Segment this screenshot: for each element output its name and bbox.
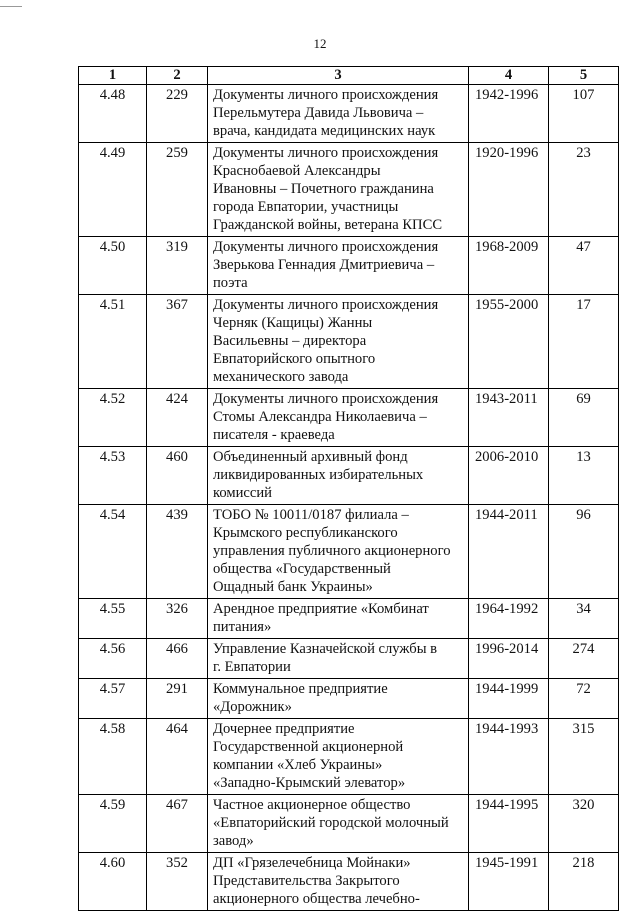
fund-name-line: механического завода xyxy=(213,369,349,385)
fund-number-cell: 326 xyxy=(147,599,208,639)
fund-name-line: Частное акционерное общество xyxy=(213,797,411,813)
table-body xyxy=(79,85,619,911)
fund-name-line: «Дорожник» xyxy=(213,699,292,715)
table-row xyxy=(79,719,619,795)
scan-corner-mark xyxy=(0,0,22,7)
table-row xyxy=(79,447,619,505)
fund-name-line: Зверькова Геннадия Дмитриевича – xyxy=(213,257,435,273)
units-count-cell: 72 xyxy=(549,679,619,719)
fund-name-line: ДП «Грязелечебница Мойнаки» xyxy=(213,855,411,871)
table-row xyxy=(79,639,619,679)
row-number-cell: 4.54 xyxy=(79,505,147,599)
fund-name-line: Коммунальное предприятие xyxy=(213,681,388,697)
fund-number-cell: 229 xyxy=(147,85,208,143)
table-row xyxy=(79,853,619,911)
years-cell: 1996-2014 xyxy=(469,639,549,679)
fund-name-line: управления публичного акционерного xyxy=(213,543,451,559)
years-cell: 1943-2011 xyxy=(469,389,549,447)
fund-number-cell: 466 xyxy=(147,639,208,679)
row-number-cell: 4.56 xyxy=(79,639,147,679)
fund-name-cell xyxy=(208,639,469,679)
row-number-cell: 4.51 xyxy=(79,295,147,389)
fund-name-cell xyxy=(208,237,469,295)
years-cell: 1955-2000 xyxy=(469,295,549,389)
table-row xyxy=(79,237,619,295)
archive-fonds-table xyxy=(78,66,619,911)
fund-name-line: писателя - краеведа xyxy=(213,427,335,443)
years-cell: 1920-1996 xyxy=(469,143,549,237)
row-number-cell: 4.48 xyxy=(79,85,147,143)
fund-name-cell xyxy=(208,143,469,237)
fund-name-line: Дочернее предприятие xyxy=(213,721,355,737)
header-col-2: 2 xyxy=(147,67,208,85)
units-count-cell: 96 xyxy=(549,505,619,599)
table-row xyxy=(79,599,619,639)
fund-name-cell xyxy=(208,719,469,795)
fund-name-cell xyxy=(208,295,469,389)
header-col-4: 4 xyxy=(469,67,549,85)
units-count-cell: 47 xyxy=(549,237,619,295)
row-number-cell: 4.49 xyxy=(79,143,147,237)
fund-name-line: Черняк (Кащицы) Жанны xyxy=(213,315,373,331)
fund-name-line: питания» xyxy=(213,619,272,635)
fund-name-line: города Евпатории, участницы xyxy=(213,199,399,215)
fund-name-line: Крымского республиканского xyxy=(213,525,398,541)
units-count-cell: 320 xyxy=(549,795,619,853)
fund-name-line: Гражданской войны, ветерана КПСС xyxy=(213,217,443,233)
fund-name-line: Документы личного происхождения xyxy=(213,239,439,255)
fund-name-line: комиссий xyxy=(213,485,272,501)
years-cell: 2006-2010 xyxy=(469,447,549,505)
years-cell: 1964-1992 xyxy=(469,599,549,639)
table-row xyxy=(79,795,619,853)
units-count-cell: 17 xyxy=(549,295,619,389)
years-cell: 1944-1999 xyxy=(469,679,549,719)
units-count-cell: 23 xyxy=(549,143,619,237)
fund-name-line: ТОБО № 10011/0187 филиала – xyxy=(213,507,409,523)
fund-name-line: Документы личного происхождения xyxy=(213,297,439,313)
row-number-cell: 4.52 xyxy=(79,389,147,447)
fund-number-cell: 460 xyxy=(147,447,208,505)
row-number-cell: 4.50 xyxy=(79,237,147,295)
fund-name-line: Государственной акционерной xyxy=(213,739,404,755)
fund-number-cell: 352 xyxy=(147,853,208,911)
header-col-1: 1 xyxy=(79,67,147,85)
fund-name-cell xyxy=(208,599,469,639)
row-number-cell: 4.57 xyxy=(79,679,147,719)
fund-name-line: «Западно-Крымский элеватор» xyxy=(213,775,406,791)
fund-number-cell: 464 xyxy=(147,719,208,795)
fund-name-cell xyxy=(208,447,469,505)
table-row xyxy=(79,679,619,719)
units-count-cell: 13 xyxy=(549,447,619,505)
fund-number-cell: 367 xyxy=(147,295,208,389)
fund-name-line: общества «Государственный xyxy=(213,561,391,577)
table-row xyxy=(79,295,619,389)
fund-name-line: Стомы Александра Николаевича – xyxy=(213,409,427,425)
fund-name-cell xyxy=(208,389,469,447)
fund-name-line: Арендное предприятие «Комбинат xyxy=(213,601,429,617)
fund-name-line: завод» xyxy=(213,833,254,849)
units-count-cell: 107 xyxy=(549,85,619,143)
table-row xyxy=(79,85,619,143)
row-number-cell: 4.59 xyxy=(79,795,147,853)
fund-name-line: акционерного общества лечебно- xyxy=(213,891,420,907)
years-cell: 1944-2011 xyxy=(469,505,549,599)
table-header-row xyxy=(79,67,619,85)
fund-name-cell xyxy=(208,85,469,143)
fund-name-line: г. Евпатории xyxy=(213,659,291,675)
page-number: 12 xyxy=(313,36,327,51)
units-count-cell: 34 xyxy=(549,599,619,639)
fund-name-line: компании «Хлеб Украины» xyxy=(213,757,383,773)
years-cell: 1944-1993 xyxy=(469,719,549,795)
fund-name-line: Ивановны – Почетного гражданина xyxy=(213,181,434,197)
fund-name-line: врача, кандидата медицинских наук xyxy=(213,123,436,139)
fund-number-cell: 259 xyxy=(147,143,208,237)
table-row xyxy=(79,505,619,599)
fund-number-cell: 424 xyxy=(147,389,208,447)
fund-name-line: Управление Казначейской службы в xyxy=(213,641,438,657)
fund-number-cell: 319 xyxy=(147,237,208,295)
fund-name-cell xyxy=(208,679,469,719)
fund-name-line: Евпаторийского опытного xyxy=(213,351,376,367)
fund-name-line: Ощадный банк Украины» xyxy=(213,579,373,595)
fund-name-cell xyxy=(208,505,469,599)
years-cell: 1942-1996 xyxy=(469,85,549,143)
table-row xyxy=(79,143,619,237)
fund-name-line: Объединенный архивный фонд xyxy=(213,449,408,465)
fund-name-line: поэта xyxy=(213,275,248,291)
header-col-3: 3 xyxy=(208,67,469,85)
years-cell: 1945-1991 xyxy=(469,853,549,911)
row-number-cell: 4.55 xyxy=(79,599,147,639)
units-count-cell: 274 xyxy=(549,639,619,679)
years-cell: 1944-1995 xyxy=(469,795,549,853)
fund-name-line: «Евпаторийский городской молочный xyxy=(213,815,449,831)
row-number-cell: 4.60 xyxy=(79,853,147,911)
row-number-cell: 4.58 xyxy=(79,719,147,795)
fund-name-cell xyxy=(208,853,469,911)
units-count-cell: 218 xyxy=(549,853,619,911)
fund-name-line: Краснобаевой Александры xyxy=(213,163,381,179)
fund-name-line: ликвидированных избирательных xyxy=(213,467,424,483)
fund-name-cell xyxy=(208,795,469,853)
table-row xyxy=(79,389,619,447)
fund-name-line: Представительства Закрытого xyxy=(213,873,400,889)
fund-name-line: Документы личного происхождения xyxy=(213,87,439,103)
fund-name-line: Документы личного происхождения xyxy=(213,391,439,407)
units-count-cell: 315 xyxy=(549,719,619,795)
header-col-5: 5 xyxy=(549,67,619,85)
units-count-cell: 69 xyxy=(549,389,619,447)
fund-number-cell: 467 xyxy=(147,795,208,853)
fund-name-line: Васильевны – директора xyxy=(213,333,367,349)
fund-name-line: Перельмутера Давида Львовича – xyxy=(213,105,424,121)
years-cell: 1968-2009 xyxy=(469,237,549,295)
row-number-cell: 4.53 xyxy=(79,447,147,505)
fund-number-cell: 439 xyxy=(147,505,208,599)
fund-number-cell: 291 xyxy=(147,679,208,719)
fund-name-line: Документы личного происхождения xyxy=(213,145,439,161)
